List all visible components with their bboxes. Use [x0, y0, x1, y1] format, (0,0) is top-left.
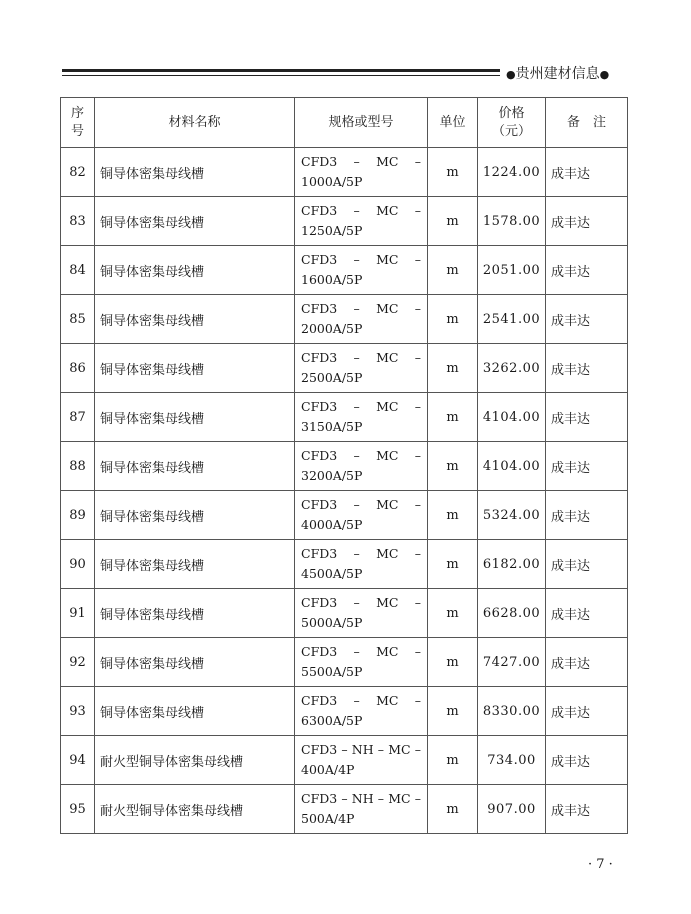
price: 1224.00 — [478, 148, 546, 197]
unit: m — [428, 736, 478, 785]
spec-token: – — [414, 301, 421, 316]
spec-line-2: 1250A/5P — [301, 223, 363, 238]
spec-cell — [295, 344, 428, 393]
spec-line-1 — [301, 740, 421, 760]
spec-token: – — [414, 791, 421, 806]
unit: m — [428, 442, 478, 491]
header-rule-thick — [62, 69, 500, 72]
spec-line-1 — [301, 446, 421, 466]
spec-token: CFD3 — [301, 301, 338, 316]
col-header-remark: 备 注 — [546, 98, 628, 148]
spec-token: MC — [376, 448, 399, 463]
unit: m — [428, 491, 478, 540]
spec-line-2: 2000A/5P — [301, 321, 363, 336]
spec-cell — [295, 589, 428, 638]
spec-token: MC — [376, 546, 399, 561]
material-name: 铜导体密集母线槽 — [95, 638, 295, 687]
price: 4104.00 — [478, 442, 546, 491]
remark: 成丰达 — [546, 736, 628, 785]
spec-token: MC — [376, 595, 399, 610]
spec-token: CFD3 — [301, 742, 338, 757]
row-number: 91 — [61, 589, 95, 638]
table-row — [61, 736, 628, 785]
spec-token: – — [377, 791, 385, 806]
table-row — [61, 589, 628, 638]
unit: m — [428, 687, 478, 736]
spec-token: – — [353, 546, 360, 561]
table-body — [61, 148, 628, 834]
spec-token: CFD3 — [301, 693, 338, 708]
spec-token: MC — [376, 301, 399, 316]
spec-token: NH — [351, 791, 374, 806]
spec-line-1 — [301, 250, 421, 270]
material-name: 铜导体密集母线槽 — [95, 246, 295, 295]
spec-token: – — [414, 644, 421, 659]
spec-line-1 — [301, 642, 421, 662]
spec-line-2: 1000A/5P — [301, 174, 363, 189]
spec-token: – — [414, 203, 421, 218]
table-row — [61, 687, 628, 736]
spec-token: – — [414, 399, 421, 414]
spec-token: CFD3 — [301, 595, 338, 610]
material-name: 铜导体密集母线槽 — [95, 148, 295, 197]
spec-line-1 — [301, 397, 421, 417]
table-row — [61, 148, 628, 197]
spec-cell — [295, 148, 428, 197]
spec-line-1 — [301, 495, 421, 515]
spec-token: – — [353, 301, 360, 316]
row-number: 84 — [61, 246, 95, 295]
remark: 成丰达 — [546, 442, 628, 491]
row-number: 83 — [61, 197, 95, 246]
spec-token: CFD3 — [301, 154, 338, 169]
unit: m — [428, 589, 478, 638]
table-row — [61, 246, 628, 295]
remark: 成丰达 — [546, 785, 628, 834]
material-name: 铜导体密集母线槽 — [95, 442, 295, 491]
spec-token: – — [353, 595, 360, 610]
spec-cell — [295, 197, 428, 246]
row-number: 90 — [61, 540, 95, 589]
spec-line-2: 6300A/5P — [301, 713, 363, 728]
row-number: 86 — [61, 344, 95, 393]
spec-token: – — [353, 350, 360, 365]
spec-token: MC — [388, 742, 411, 757]
price: 6182.00 — [478, 540, 546, 589]
spec-token: – — [353, 399, 360, 414]
remark: 成丰达 — [546, 295, 628, 344]
spec-token: – — [414, 497, 421, 512]
spec-token: CFD3 — [301, 497, 338, 512]
material-name: 铜导体密集母线槽 — [95, 197, 295, 246]
spec-token: CFD3 — [301, 252, 338, 267]
spec-line-1 — [301, 348, 421, 368]
row-number: 93 — [61, 687, 95, 736]
spec-line-2: 400A/4P — [301, 762, 355, 777]
spec-token: – — [353, 203, 360, 218]
spec-token: MC — [376, 399, 399, 414]
table-row — [61, 393, 628, 442]
spec-line-1 — [301, 201, 421, 221]
remark: 成丰达 — [546, 393, 628, 442]
spec-token: – — [353, 252, 360, 267]
row-number: 82 — [61, 148, 95, 197]
spec-token: – — [414, 546, 421, 561]
remark: 成丰达 — [546, 344, 628, 393]
table-row — [61, 197, 628, 246]
material-name: 铜导体密集母线槽 — [95, 687, 295, 736]
unit: m — [428, 295, 478, 344]
spec-line-2: 5500A/5P — [301, 664, 363, 679]
table-header — [61, 98, 628, 148]
unit: m — [428, 785, 478, 834]
spec-line-2: 3150A/5P — [301, 419, 363, 434]
spec-token: CFD3 — [301, 399, 338, 414]
remark: 成丰达 — [546, 491, 628, 540]
spec-line-1 — [301, 593, 421, 613]
spec-token: – — [377, 742, 385, 757]
col-header-price-line2: （元） — [491, 123, 531, 139]
remark: 成丰达 — [546, 589, 628, 638]
row-number: 85 — [61, 295, 95, 344]
spec-cell — [295, 442, 428, 491]
spec-token: – — [353, 154, 360, 169]
material-name: 铜导体密集母线槽 — [95, 491, 295, 540]
spec-token: CFD3 — [301, 644, 338, 659]
col-header-name: 材料名称 — [95, 98, 295, 148]
spec-cell — [295, 736, 428, 785]
row-number: 88 — [61, 442, 95, 491]
spec-token: – — [414, 595, 421, 610]
table-row — [61, 638, 628, 687]
bullet-icon: ● — [599, 68, 610, 81]
spec-token: – — [414, 742, 421, 757]
row-number: 94 — [61, 736, 95, 785]
spec-line-2: 500A/4P — [301, 811, 355, 826]
spec-token: – — [353, 448, 360, 463]
remark: 成丰达 — [546, 148, 628, 197]
price: 907.00 — [478, 785, 546, 834]
spec-cell — [295, 785, 428, 834]
price: 2051.00 — [478, 246, 546, 295]
table-row — [61, 785, 628, 834]
remark: 成丰达 — [546, 246, 628, 295]
spec-token: MC — [376, 497, 399, 512]
table-row — [61, 295, 628, 344]
unit: m — [428, 540, 478, 589]
row-number: 89 — [61, 491, 95, 540]
price: 4104.00 — [478, 393, 546, 442]
remark: 成丰达 — [546, 638, 628, 687]
spec-token: MC — [388, 791, 411, 806]
publication-title: 贵州建材信息 — [515, 66, 600, 82]
material-name: 铜导体密集母线槽 — [95, 295, 295, 344]
spec-line-2: 1600A/5P — [301, 272, 363, 287]
spec-token: MC — [376, 350, 399, 365]
remark: 成丰达 — [546, 540, 628, 589]
spec-line-2: 4500A/5P — [301, 566, 363, 581]
unit: m — [428, 246, 478, 295]
table-row — [61, 491, 628, 540]
remark: 成丰达 — [546, 687, 628, 736]
spec-line-2: 4000A/5P — [301, 517, 363, 532]
material-name: 铜导体密集母线槽 — [95, 589, 295, 638]
spec-line-1 — [301, 152, 421, 172]
spec-cell — [295, 638, 428, 687]
row-number: 87 — [61, 393, 95, 442]
material-name: 耐火型铜导体密集母线槽 — [95, 736, 295, 785]
price: 734.00 — [478, 736, 546, 785]
header-title — [506, 63, 609, 83]
col-header-unit: 单位 — [428, 98, 478, 148]
spec-token: NH — [351, 742, 374, 757]
table-row — [61, 344, 628, 393]
spec-token: – — [414, 693, 421, 708]
spec-line-1 — [301, 691, 421, 711]
spec-token: MC — [376, 644, 399, 659]
spec-cell — [295, 540, 428, 589]
unit: m — [428, 197, 478, 246]
price: 7427.00 — [478, 638, 546, 687]
spec-cell — [295, 491, 428, 540]
col-header-spec: 规格或型号 — [295, 98, 428, 148]
unit: m — [428, 393, 478, 442]
spec-line-1 — [301, 544, 421, 564]
spec-token: – — [414, 448, 421, 463]
table-row — [61, 540, 628, 589]
spec-token: – — [353, 497, 360, 512]
spec-cell — [295, 246, 428, 295]
spec-token: – — [341, 791, 348, 806]
spec-token: – — [341, 742, 348, 757]
price: 2541.00 — [478, 295, 546, 344]
spec-token: MC — [376, 154, 399, 169]
material-name: 耐火型铜导体密集母线槽 — [95, 785, 295, 834]
price: 1578.00 — [478, 197, 546, 246]
price: 3262.00 — [478, 344, 546, 393]
unit: m — [428, 344, 478, 393]
spec-token: CFD3 — [301, 546, 338, 561]
spec-cell — [295, 687, 428, 736]
row-number: 92 — [61, 638, 95, 687]
material-name: 铜导体密集母线槽 — [95, 540, 295, 589]
price: 5324.00 — [478, 491, 546, 540]
spec-cell — [295, 295, 428, 344]
spec-token: CFD3 — [301, 350, 338, 365]
spec-token: – — [414, 154, 421, 169]
spec-token: CFD3 — [301, 203, 338, 218]
spec-line-2: 3200A/5P — [301, 468, 363, 483]
col-header-price-line1: 价格 — [498, 105, 525, 121]
col-header-no: 序号 — [61, 98, 95, 148]
header-rule-thin — [62, 75, 500, 76]
unit: m — [428, 638, 478, 687]
col-header-price — [478, 98, 546, 148]
spec-line-2: 5000A/5P — [301, 615, 363, 630]
spec-token: – — [353, 644, 360, 659]
remark: 成丰达 — [546, 197, 628, 246]
spec-token: – — [414, 350, 421, 365]
spec-cell — [295, 393, 428, 442]
spec-token: MC — [376, 693, 399, 708]
row-number: 95 — [61, 785, 95, 834]
bullet-icon: ● — [506, 68, 516, 81]
spec-token: – — [414, 252, 421, 267]
spec-token: MC — [376, 252, 399, 267]
spec-token: MC — [376, 203, 399, 218]
spec-token: CFD3 — [301, 448, 338, 463]
price-table — [60, 97, 628, 834]
table-row — [61, 442, 628, 491]
price: 6628.00 — [478, 589, 546, 638]
material-name: 铜导体密集母线槽 — [95, 393, 295, 442]
price: 8330.00 — [478, 687, 546, 736]
spec-token: CFD3 — [301, 791, 338, 806]
spec-token: – — [353, 693, 360, 708]
spec-line-2: 2500A/5P — [301, 370, 363, 385]
spec-line-1 — [301, 789, 421, 809]
spec-line-1 — [301, 299, 421, 319]
unit: m — [428, 148, 478, 197]
material-name: 铜导体密集母线槽 — [95, 344, 295, 393]
page-number: · 7 · — [588, 857, 613, 872]
